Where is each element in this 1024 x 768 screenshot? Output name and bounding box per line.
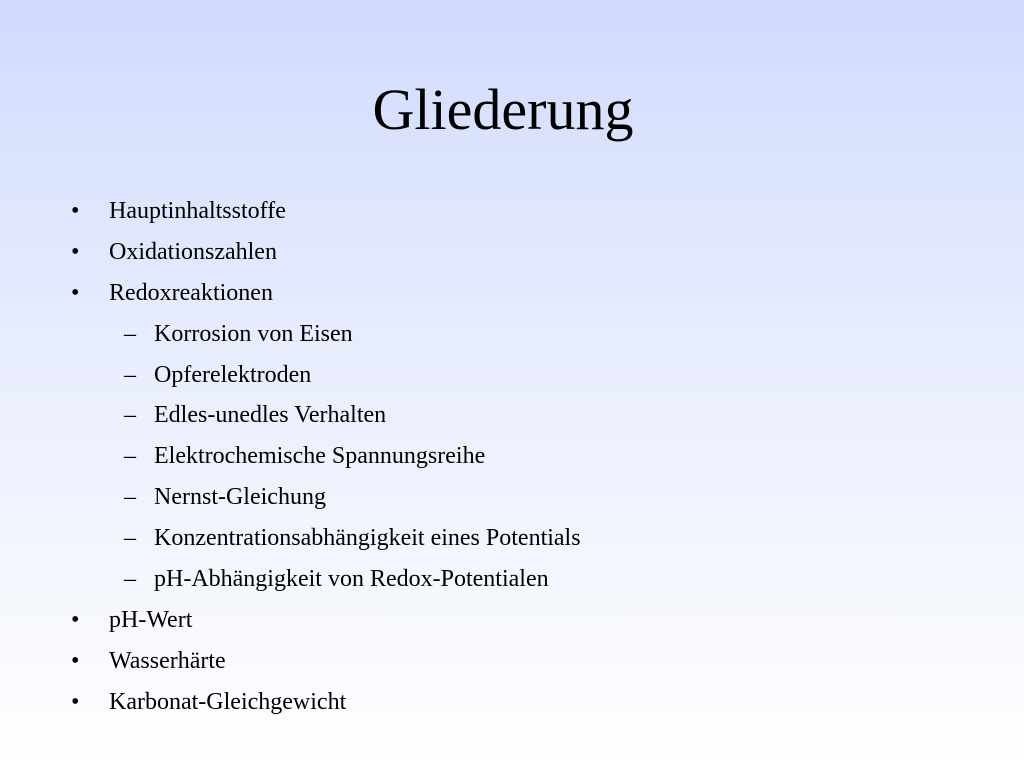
dash-marker: – (124, 443, 136, 470)
outline-subitem-text: Opferelektroden (154, 361, 312, 388)
dash-marker: – (124, 566, 136, 593)
outline-item-text: Hauptinhaltsstoffe (109, 198, 286, 224)
outline-subitem-text: pH-Abhängigkeit von Redox-Potentialen (154, 566, 549, 593)
outline-subitem-text: Nernst-Gleichung (154, 484, 326, 511)
bullet-marker: • (71, 606, 80, 633)
outline-subitem-text: Konzentrationsabhängigkeit eines Potentials (154, 525, 581, 552)
outline-subitem-text: Elektrochemische Spannungsreihe (154, 443, 486, 470)
outline-subitem-text: Korrosion von Eisen (154, 320, 353, 347)
dash-marker: – (124, 525, 136, 552)
bullet-marker: • (71, 238, 80, 265)
outline-item-text: pH-Wert (109, 606, 193, 633)
slide-title: Gliederung (372, 77, 634, 142)
bullet-marker: • (71, 688, 80, 715)
dash-marker: – (124, 320, 136, 347)
dash-marker: – (124, 484, 136, 511)
outline-item-text: Karbonat-Gleichgewicht (109, 688, 347, 715)
bullet-marker: • (71, 647, 80, 674)
dash-marker: – (124, 361, 136, 388)
outline-subitem-text: Edles-unedles Verhalten (154, 402, 387, 429)
dash-marker: – (124, 402, 136, 429)
bullet-marker: • (71, 198, 80, 224)
outline-item-text: Oxidationszahlen (109, 238, 277, 265)
bullet-marker: • (71, 279, 80, 306)
outline-item-text: Wasserhärte (109, 647, 226, 674)
outline-item-text: Redoxreaktionen (109, 279, 273, 306)
